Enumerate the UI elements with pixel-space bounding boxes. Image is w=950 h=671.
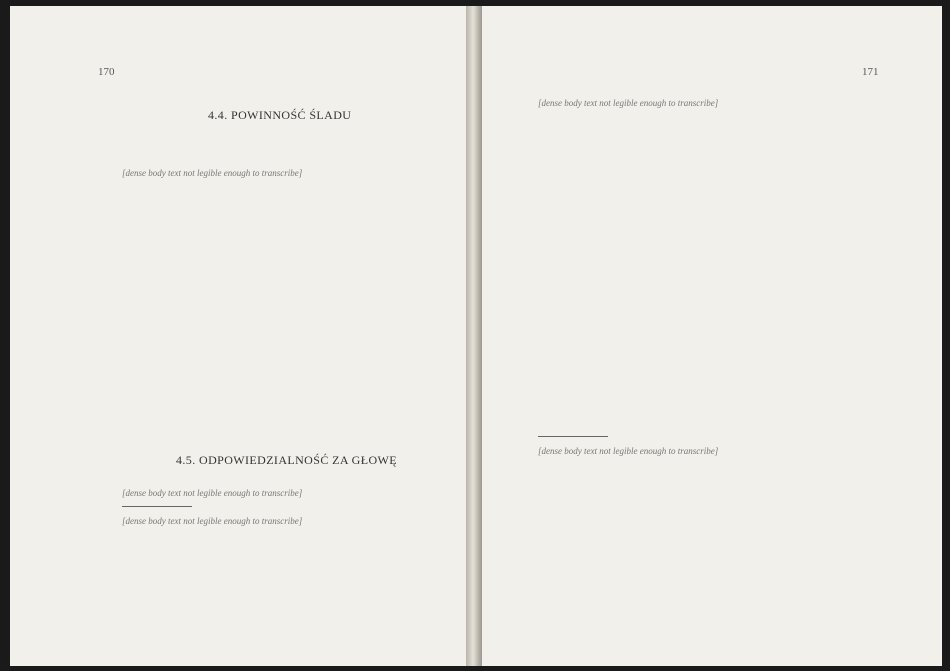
footnotes-left-uncertain: [dense body text not legible enough to transcribe]	[122, 516, 303, 526]
body-text-left-uncertain: [dense body text not legible enough to transcribe]	[122, 168, 303, 178]
right-page	[480, 6, 942, 666]
body-text-left-lower-uncertain: [dense body text not legible enough to transcribe]	[122, 488, 303, 498]
footnote-rule-left	[122, 506, 192, 507]
body-text-right-uncertain: [dense body text not legible enough to transcribe]	[538, 98, 719, 108]
page-number-left: 170	[98, 66, 115, 78]
section-title-4-4: 4.4. POWINNOŚĆ ŚLADU	[208, 108, 352, 122]
footnotes-right-uncertain: [dense body text not legible enough to transcribe]	[538, 446, 719, 456]
section-title-4-5: 4.5. ODPOWIEDZIALNOŚĆ ZA GŁOWĘ	[176, 453, 397, 467]
page-number-right: 171	[862, 66, 879, 78]
book-gutter	[466, 6, 482, 666]
left-page	[10, 6, 478, 666]
footnote-rule-right	[538, 436, 608, 437]
